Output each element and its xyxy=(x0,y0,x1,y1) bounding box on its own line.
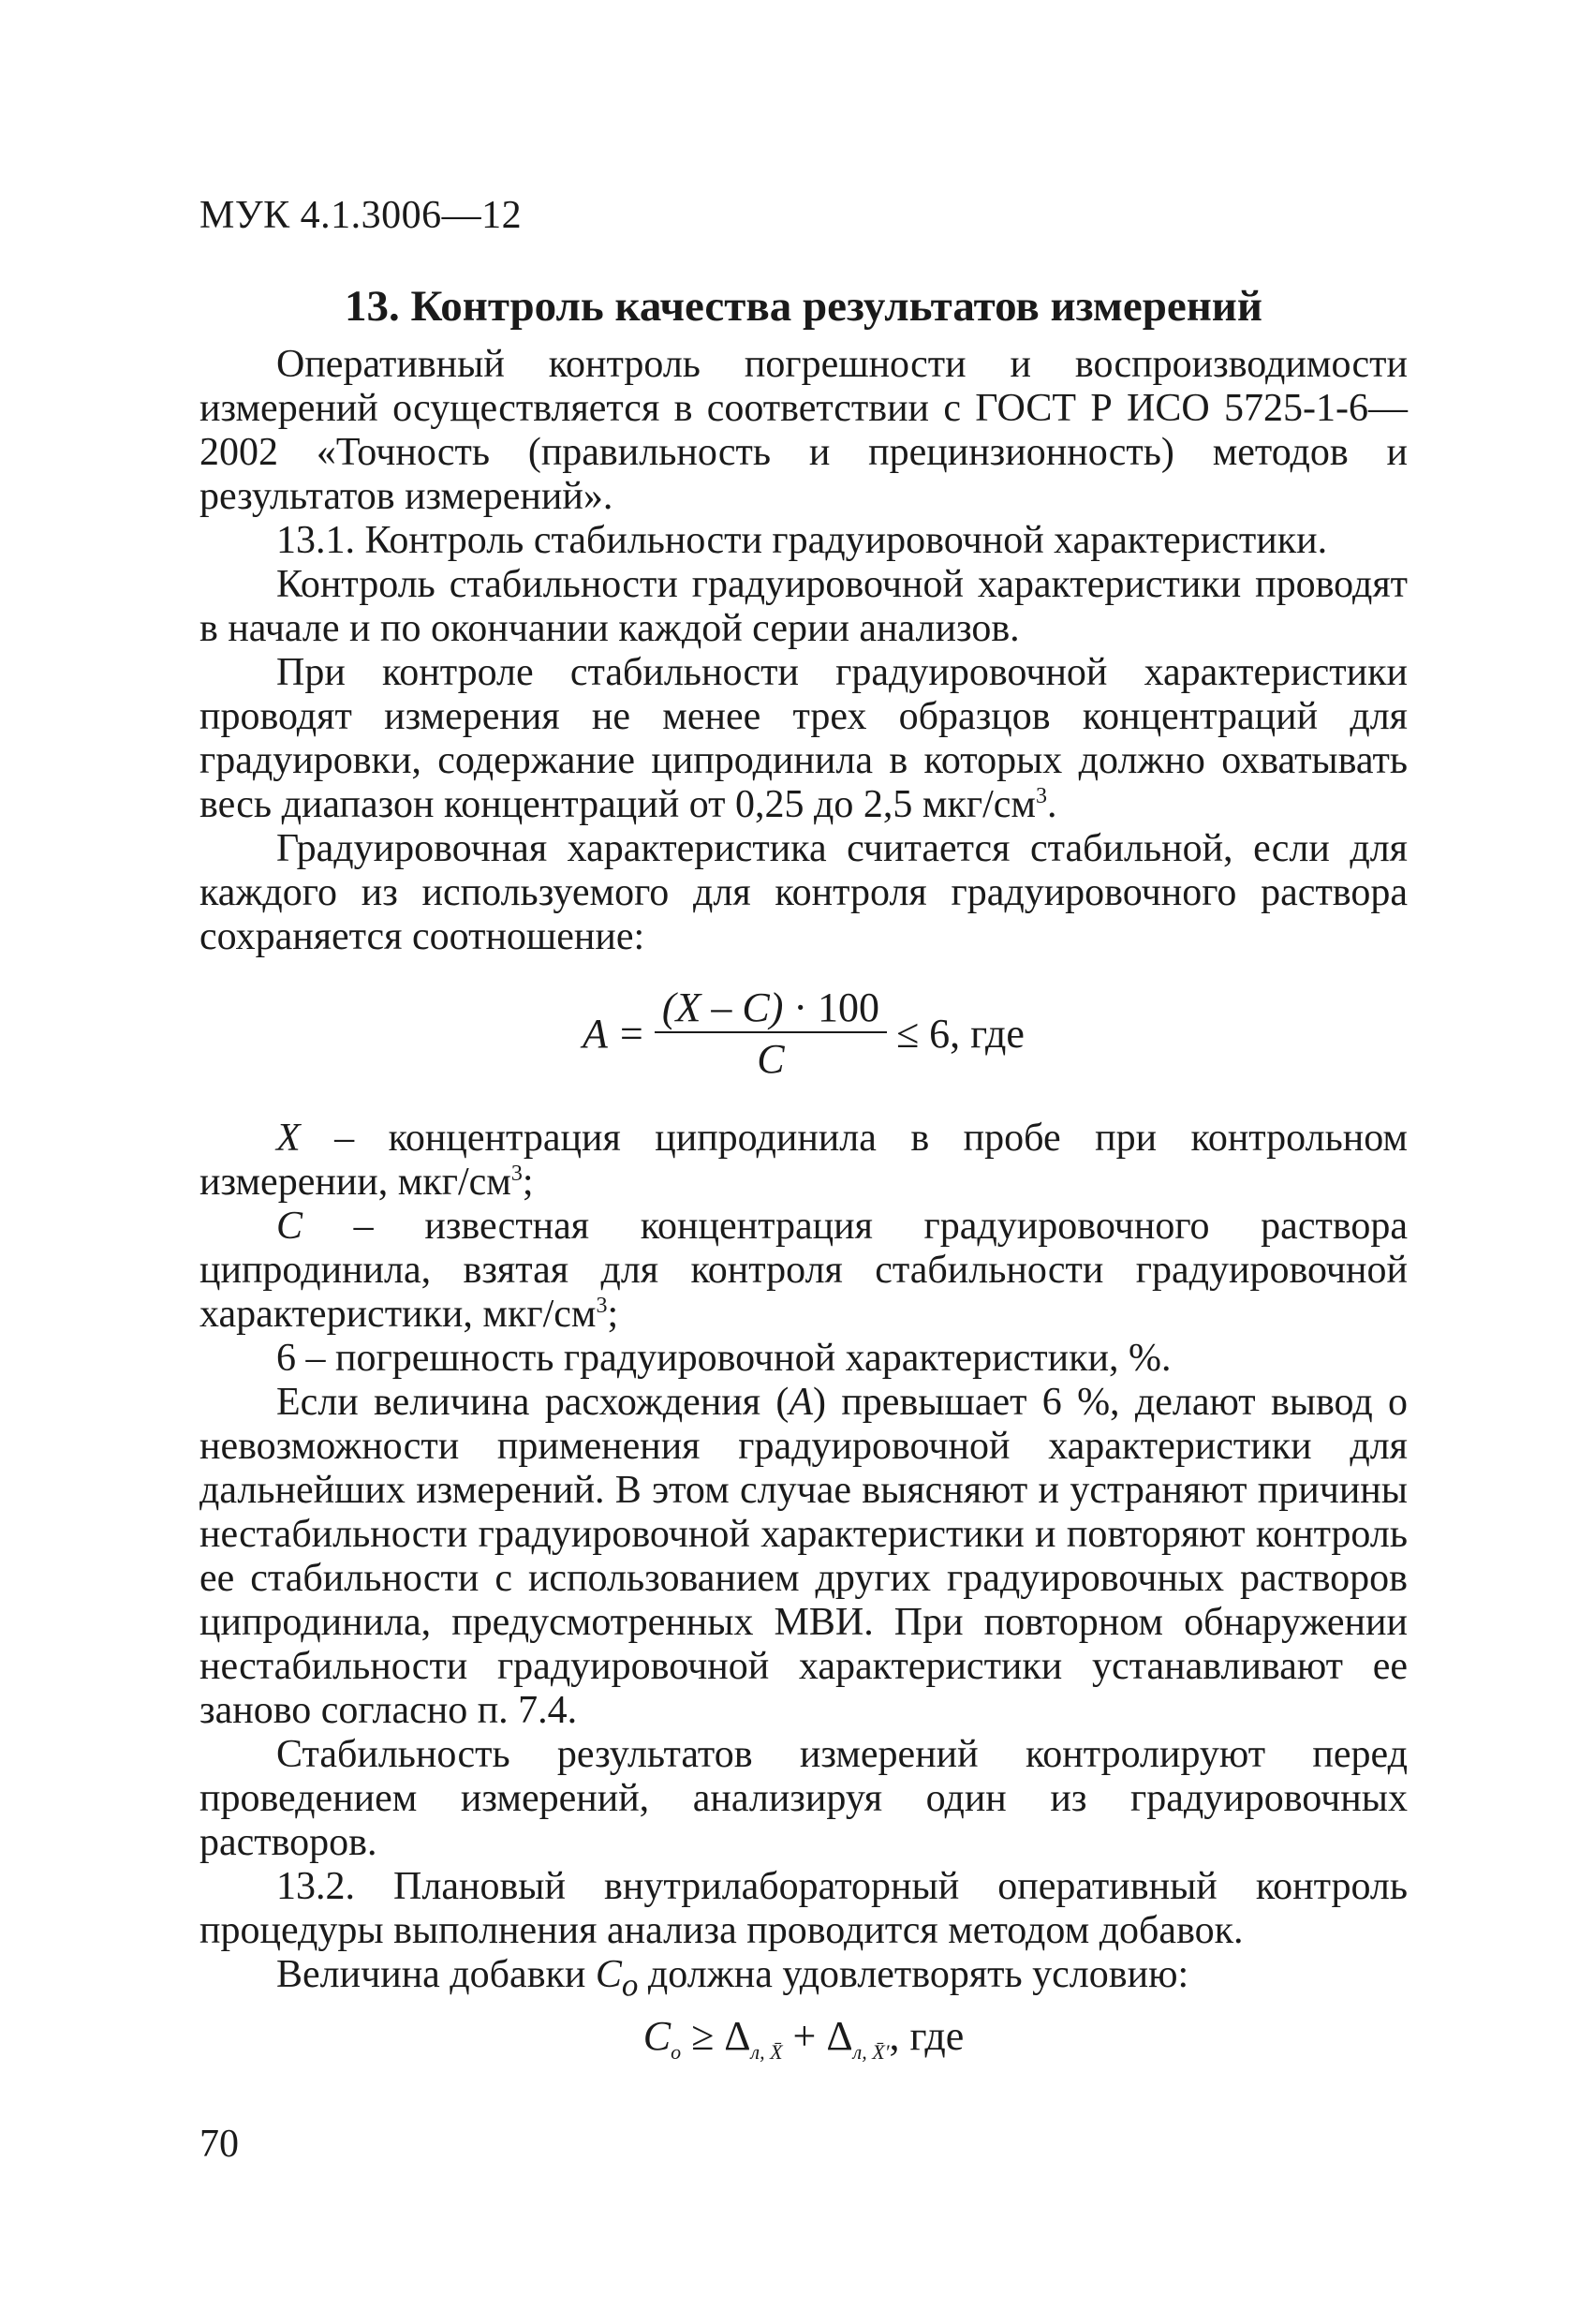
formula-denominator: C xyxy=(757,1036,785,1082)
paragraph: Контроль стабильности градуировочной характеристики проводят в начале и по окончании каждой серии анализов. xyxy=(199,563,1408,650)
paragraph: Величина добавки $C_о$ должна удовлетворять условию: xyxy=(276,1953,1189,2004)
document-code: МУК 4.1.3006—12 xyxy=(199,194,523,237)
formula-rhs: ≤ 6, где xyxy=(896,1010,1025,1057)
definition-x: X – концентрация ципродинила в пробе при контрольном измерении, мкг/$см^3$; xyxy=(199,1117,1408,1204)
subsection-heading: 13.2. Плановый внутрилабораторный оперативный контроль процедуры выполнения анализа проводится методом добавок. xyxy=(199,1865,1408,1952)
section-title: 13. Контроль качества результатов измерений xyxy=(345,282,1262,331)
formula-addition-condition: $C_о \ge \Delta_{л, X̄} + \Delta_{л, X̄'}$, где xyxy=(642,2013,965,2065)
formula-numerator: (X – C) · 100 xyxy=(655,985,887,1033)
paragraph: Если величина расхождения (A) превышает 6 %, делают вывод о невозможности применения градуировочной характеристики для дальнейших измерений. В этом случае выясняют и устраняют причины нестабильности градуировочной характеристики и повторяют контроль ее стабильности с использованием других градуировочных растворов ципродинила, предусмотренных МВИ. При повторном обнаружении нестабильности градуировочной характеристики устанавливают ее заново согласно п. 7.4. xyxy=(199,1381,1408,1732)
paragraph: При контроле стабильности градуировочной характеристики проводят измерения не менее трех образцов концентраций для градуировки, содержание ципродинила в которых должно охватывать весь диапазон концентраций от 0,25 до 2,5 мкг/$см^3$. xyxy=(199,651,1408,826)
paragraph: Оперативный контроль погрешности и воспроизводимости измерений осуществляется в соответствии с ГОСТ Р ИСО 5725-1-6—2002 «Точность (правильность и прецинзионность) методов и результатов измерений». xyxy=(199,343,1408,518)
formula-fraction xyxy=(655,985,887,1081)
formula-lhs: A = xyxy=(583,1010,645,1057)
formula-deviation xyxy=(199,963,1408,1103)
definition-6: 6 – погрешность градуировочной характеристики, %. xyxy=(276,1337,1172,1380)
definition-c: C – известная концентрация градуировочного раствора ципродинила, взятая для контроля стабильности градуировочной характеристики, мкг/$см^3$; xyxy=(199,1205,1408,1336)
subsection-heading: 13.1. Контроль стабильности градуировочной характеристики. xyxy=(276,519,1328,562)
paragraph: Стабильность результатов измерений контролируют перед проведением измерений, анализируя один из градуировочных растворов. xyxy=(199,1733,1408,1864)
body-text xyxy=(199,343,1408,2070)
paragraph: Градуировочная характеристика считается стабильной, если для каждого из используемого для контроля градуировочного раствора сохраняется соотношение: xyxy=(199,827,1408,958)
page-number: 70 xyxy=(199,2123,239,2166)
